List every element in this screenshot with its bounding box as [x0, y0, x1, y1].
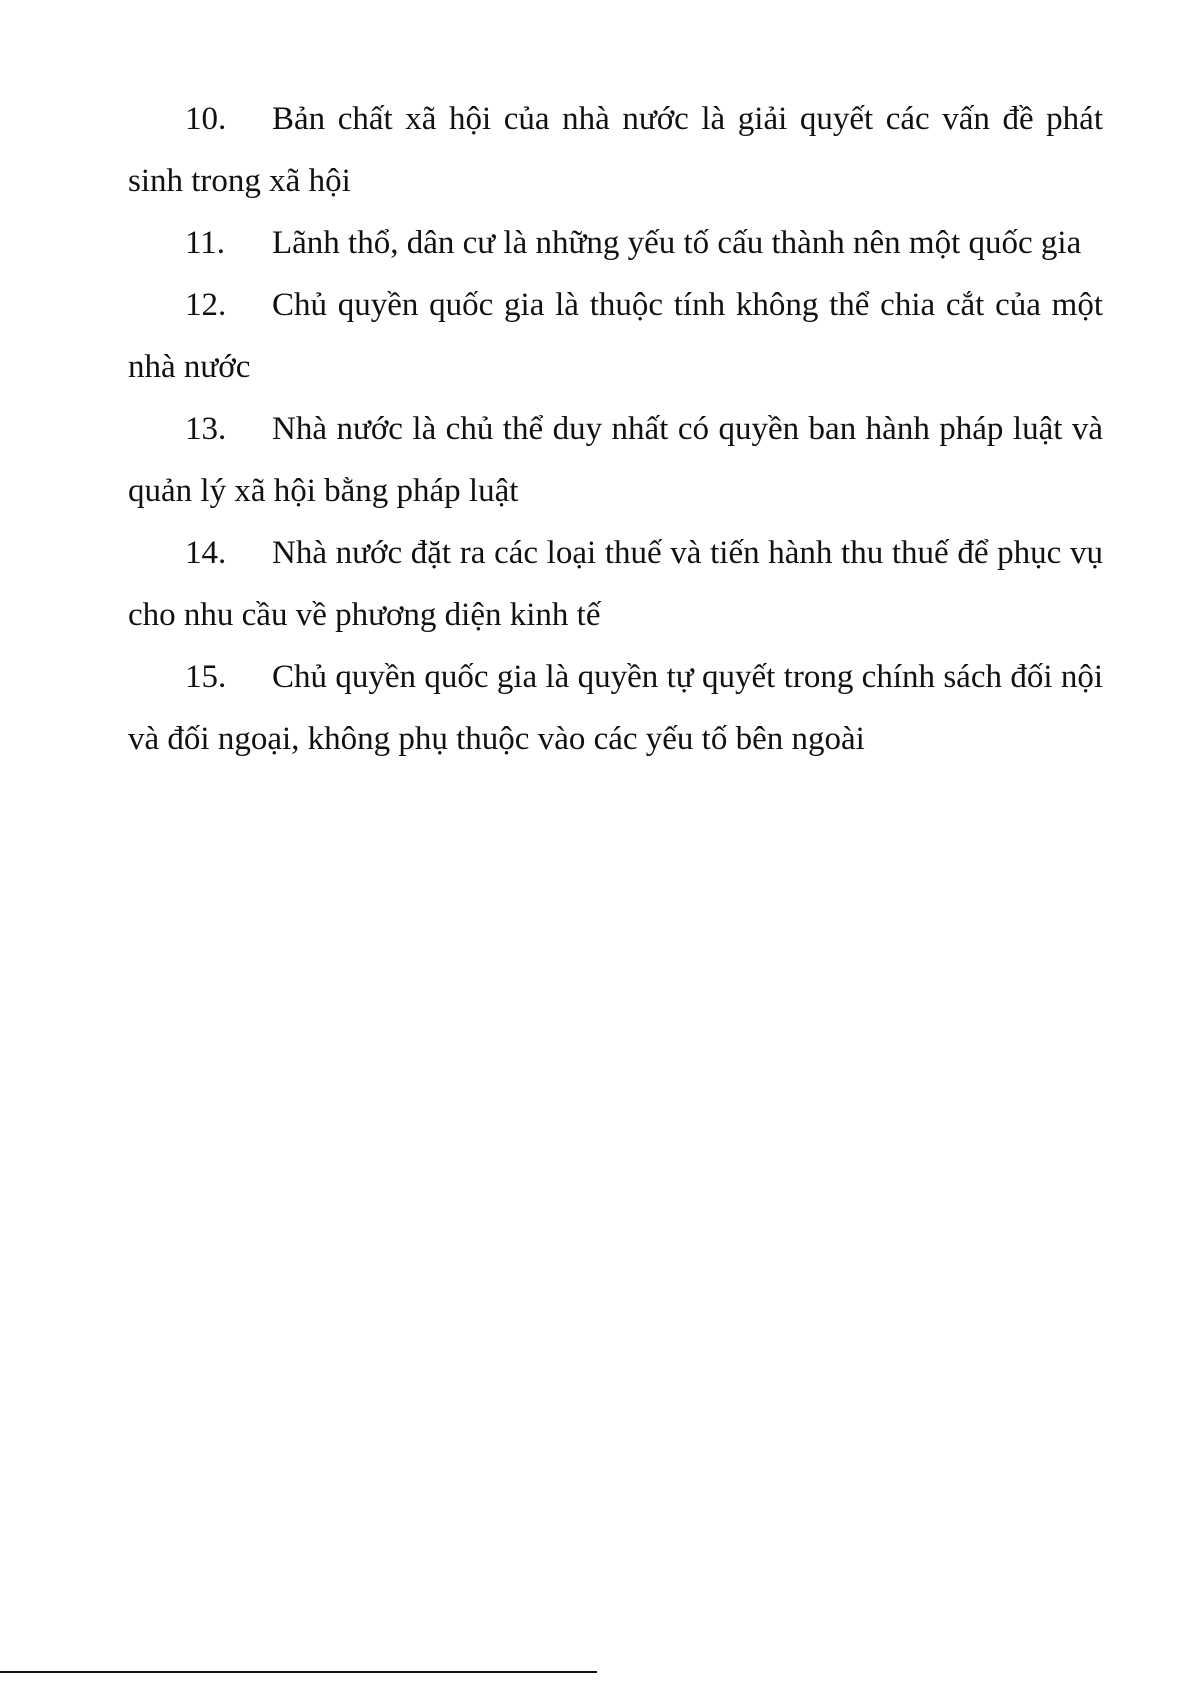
- item-text: Chủ quyền quốc gia là quyền tự quyết trong chính sách đối nội và đối ngoại, không phụ thuộc vào các yếu tố bên ngoài: [128, 659, 1103, 757]
- list-item: [128, 398, 1103, 522]
- item-number: 13.: [185, 411, 227, 447]
- statement-list: [128, 88, 1103, 770]
- item-number: 12.: [185, 287, 227, 323]
- item-text: Chủ quyền quốc gia là thuộc tính không thể chia cắt của một nhà nước: [128, 287, 1103, 385]
- item-number: 10.: [185, 101, 227, 137]
- item-text: Nhà nước là chủ thể duy nhất có quyền ban hành pháp luật và quản lý xã hội bằng pháp luật: [128, 411, 1103, 509]
- item-number: 15.: [185, 659, 227, 695]
- footnote-separator: [0, 1671, 597, 1673]
- item-text: Lãnh thổ, dân cư là những yếu tố cấu thành nên một quốc gia: [272, 225, 1082, 261]
- item-text: Bản chất xã hội của nhà nước là giải quyết các vấn đề phát sinh trong xã hội: [128, 101, 1103, 199]
- list-item: [128, 274, 1103, 398]
- item-number: 11.: [185, 225, 226, 261]
- list-item: [128, 212, 1103, 274]
- list-item: [128, 88, 1103, 212]
- item-text: Nhà nước đặt ra các loại thuế và tiến hành thu thuế để phục vụ cho nhu cầu về phương diện kinh tế: [128, 535, 1103, 633]
- item-number: 14.: [185, 535, 227, 571]
- list-item: [128, 646, 1103, 770]
- list-item: [128, 522, 1103, 646]
